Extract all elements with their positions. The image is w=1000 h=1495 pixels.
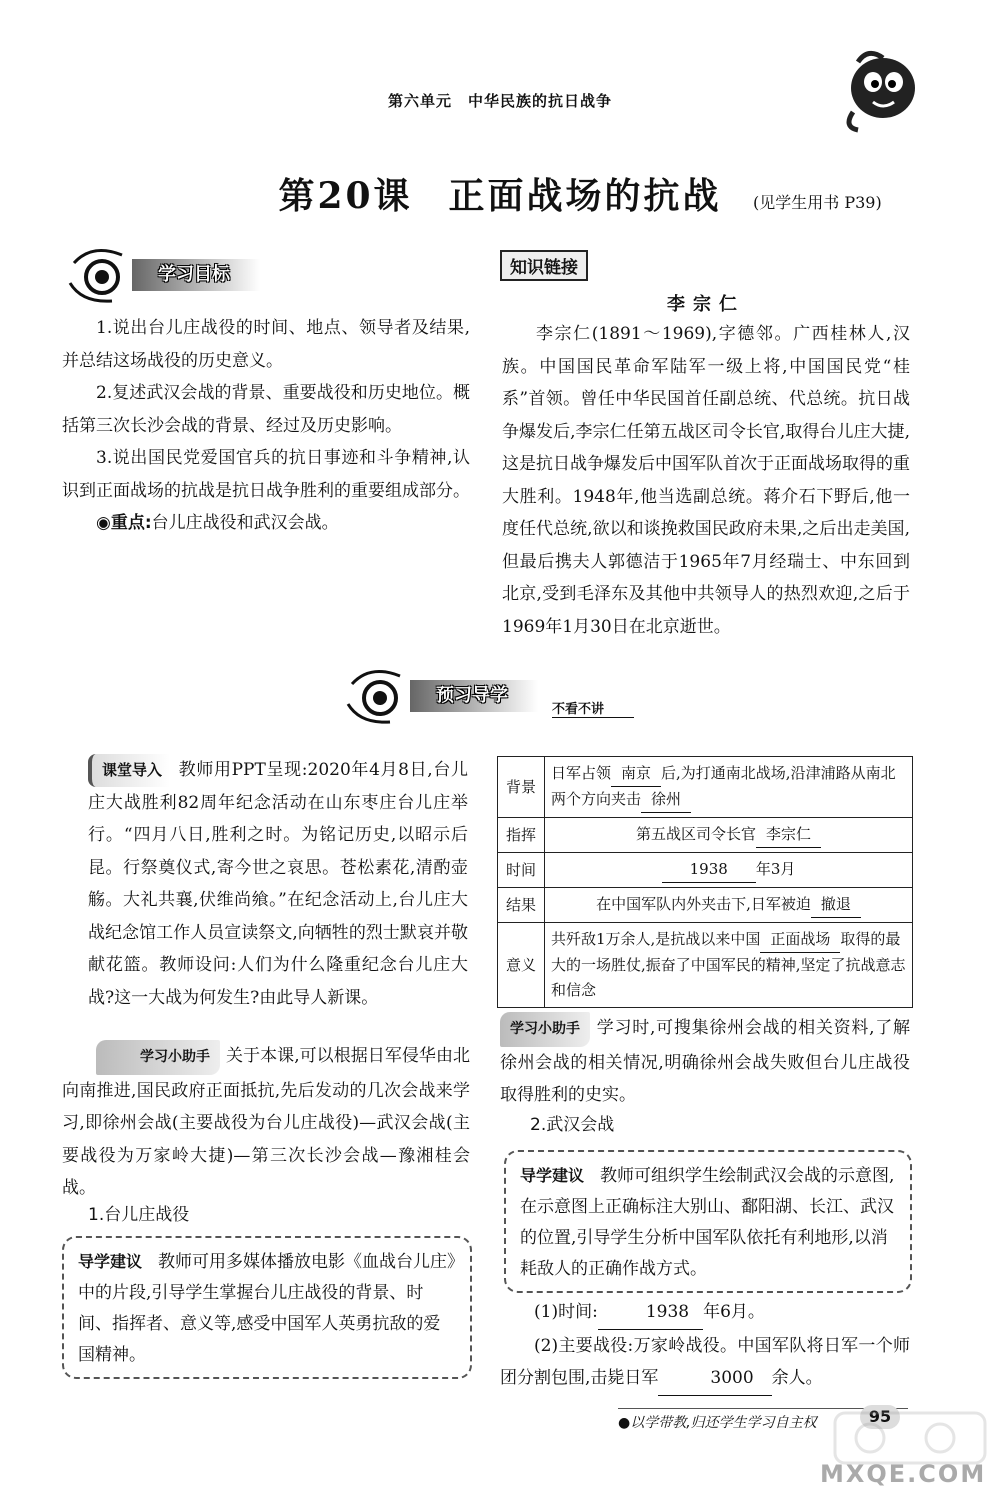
preview-subtitle: 不看不讲	[552, 698, 634, 718]
unit-header: 第六单元 中华民族的抗日战争	[387, 92, 612, 110]
key-point-text: 台儿庄战役和武汉会战。	[151, 513, 339, 533]
intro-text: 教师用PPT呈现:2020年4月8日,台儿庄大战胜利82周年纪念活动在山东枣庄台儿庄举行。“四月八日,胜利之时。为铭记历史,以昭示后昆。行祭奠仪式,寄今世之哀思。苍松素花,清酌壶觞。大礼共襄,伏维尚飨。”在纪念活动上,台儿庄大战纪念馆工作人员宣读祭文,向牺牲的烈士默哀并敬献花篮。教师设问:人们为什么隆重纪念台儿庄大战?这一大战为何发生?由此导人新课。	[88, 760, 468, 1008]
knowledge-tag: 知识链接	[500, 250, 588, 281]
row-head: 意义	[498, 923, 545, 1008]
wuhan-time	[500, 1296, 910, 1330]
wuhan-battle-post: 余人。	[771, 1368, 823, 1388]
helper2-label: 学习小助手	[500, 1012, 590, 1047]
objective-item-2: 2.复述武汉会战的背景、重要战役和历史地位。概括第三次长沙会战的背景、经过及历史影响。	[62, 383, 470, 436]
helper2-block	[500, 1012, 910, 1112]
guide2-box	[504, 1150, 912, 1293]
knowledge-person-name: 李宗仁	[667, 294, 745, 315]
fill-blank: 1938	[662, 857, 756, 883]
objective-item-1: 1.说出台儿庄战役的时间、地点、领导者及结果,并总结这场战役的历史意义。	[62, 318, 470, 371]
wuhan-battle	[500, 1330, 910, 1396]
guide2-label: 导学建议	[520, 1166, 585, 1185]
preview-banner	[340, 664, 640, 728]
row-text: 取得的最大的一场胜仗,振奋了中国军民的精神,坚定了抗战意志和信念	[551, 930, 906, 999]
row-content	[545, 888, 913, 923]
table-row	[498, 757, 913, 818]
objectives-banner	[62, 243, 362, 307]
row-content	[545, 853, 913, 888]
row-content	[545, 818, 913, 853]
fill-blank: 3000	[658, 1362, 771, 1396]
guide1-box	[62, 1236, 472, 1379]
helper2-text: 学习时,可搜集徐州会战的相关资料,了解徐州会战的相关情况,明确徐州会战失败但台儿庄战役取得胜利的史实。	[500, 1018, 910, 1105]
key-point	[62, 507, 470, 540]
intro-block	[88, 754, 468, 1014]
knowledge-text: 李宗仁(1891～1969),字德邻。广西桂林人,汉族。中国国民革命军陆军一级上将,中国国民党“桂系”首领。曾任中华民国首任副总统、代总统。抗日战争爆发后,李宗仁任第五战区司令长官,取得台儿庄大捷,这是抗日战争爆发后中国军队首次于正面战场取得的重大胜利。1948年,他当选副总统。蒋介石下野后,他一度任代总统,欲以和谈挽救国民政府未果,之后出走美国,但最后携夫人郭德洁于1965年7月经瑞士、中东回到北京,受到毛泽东及其他中共领导人的热烈欢迎,之后于1969年1月30日在北京逝世。	[502, 324, 910, 637]
row-text: 在中国军队内外夹击下,日军被迫	[596, 895, 811, 913]
row-text: 日军占领	[551, 764, 612, 782]
book-reference: (见学生用书 P39)	[753, 193, 882, 212]
key-point-label: ◉重点:	[96, 513, 152, 533]
row-head: 指挥	[498, 818, 545, 853]
lesson-number: 第20课	[278, 175, 413, 217]
taierzhuang-table-wrap	[497, 756, 913, 1008]
objective-item-3: 3.说出国民党爱国官兵的抗日事迹和斗争精神,认识到正面战场的抗战是抗日战争胜利的重要组成部分。	[62, 448, 470, 501]
helper2-paragraph	[500, 1012, 910, 1112]
wuhan-time-label: (1)时间:	[534, 1302, 598, 1322]
intro-label: 课堂导入	[88, 754, 170, 787]
fill-blank: 南京	[611, 761, 661, 787]
row-text: 第五战区司令长官	[635, 825, 756, 843]
watermark-text: MXQE.COM	[820, 1460, 987, 1488]
row-head: 结果	[498, 888, 545, 923]
intro-paragraph	[88, 754, 468, 1014]
row-head: 时间	[498, 853, 545, 888]
helper1-block	[62, 1040, 470, 1205]
table-row	[498, 923, 913, 1008]
table-row	[498, 853, 913, 888]
section1-heading: 1.台儿庄战役	[88, 1205, 190, 1225]
fill-blank: 撤退	[811, 892, 861, 918]
table-row	[498, 818, 913, 853]
guide2-text: 教师可组织学生绘制武汉会战的示意图,在示意图上正确标注大别山、鄱阳湖、长江、武汉的位置,引导学生分析中国军队依托有利地形,以消耗敌人的正确作战方式。	[520, 1166, 895, 1279]
mascot-icon	[828, 42, 938, 134]
wuhan-time-post: 年6月。	[703, 1302, 765, 1322]
row-content	[545, 923, 913, 1008]
fill-blank: 李宗仁	[756, 822, 821, 848]
row-head: 背景	[498, 757, 545, 818]
helper1-label: 学习小助手	[96, 1040, 220, 1075]
wuhan-block	[500, 1296, 910, 1396]
row-text: 共歼敌1万余人,是抗战以来中国	[551, 930, 761, 948]
helper1-paragraph	[62, 1040, 470, 1205]
fill-blank: 正面战场	[760, 927, 840, 953]
fill-blank: 徐州	[641, 787, 691, 813]
preview-title: 预习导学	[410, 680, 538, 712]
row-text: 年3月	[755, 860, 796, 878]
footer-slogan: ●以学带教,归还学生学习自主权	[618, 1408, 908, 1432]
guide1-text: 教师可用多媒体播放电影《血战台儿庄》中的片段,引导学生掌握台儿庄战役的背景、时间、指挥者、意义等,感受中国军人英勇抗敌的爱国精神。	[78, 1252, 456, 1365]
guide1-label: 导学建议	[78, 1252, 143, 1271]
objectives-title: 学习目标	[132, 259, 260, 291]
taierzhuang-table	[497, 756, 913, 1008]
knowledge-text-block	[502, 318, 910, 643]
wuhan-battle-text: (2)主要战役:万家岭战役。中国军队将日军一个师团分割包围,击毙日军	[500, 1335, 910, 1388]
page-number: 95	[860, 1405, 900, 1429]
row-content	[545, 757, 913, 818]
fill-blank: 1938	[598, 1296, 703, 1330]
section2-heading: 2.武汉会战	[530, 1115, 615, 1135]
row-text: 后,为打通南北战场,沿津浦路从南北两个方向夹击	[551, 764, 896, 808]
objectives-list	[62, 312, 470, 540]
lesson-name: 正面战场的抗战	[448, 175, 722, 217]
helper1-text: 关于本课,可以根据日军侵华由北向南推进,国民政府正面抵抗,先后发动的几次会战来学习,即徐州会战(主要战役为台儿庄战役)—武汉会战(主要战役为万家岭大捷)—第三次长沙会战—豫湘桂会战。	[62, 1046, 470, 1198]
table-row	[498, 888, 913, 923]
